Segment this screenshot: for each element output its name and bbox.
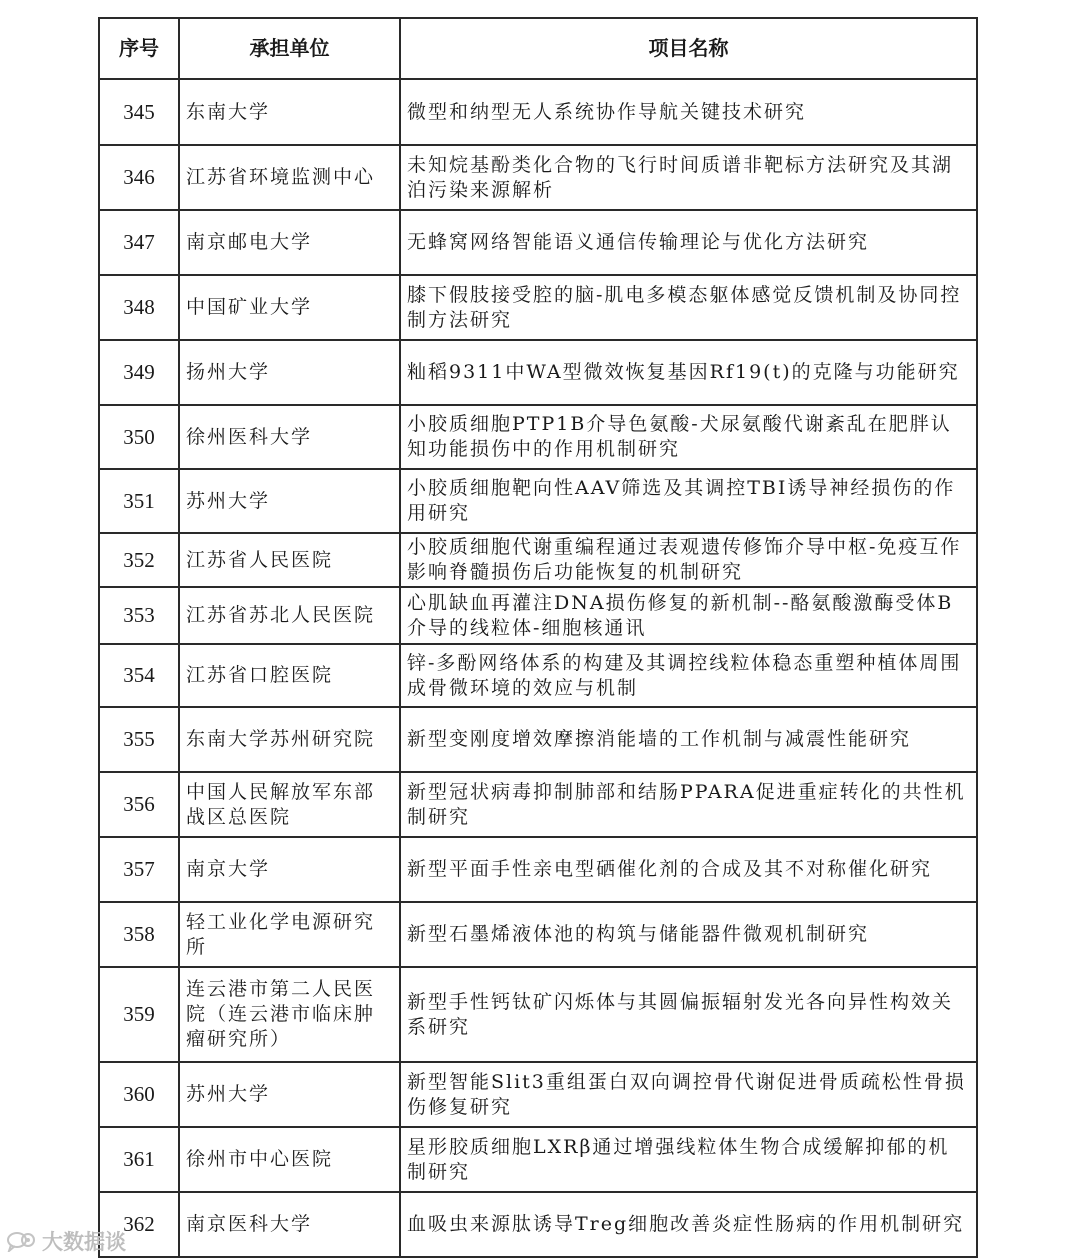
table-row [99,340,977,405]
row-unit: 徐州医科大学 [179,405,400,469]
row-serial: 348 [99,275,179,340]
table-row [99,967,977,1062]
row-unit: 南京大学 [179,837,400,902]
row-unit: 苏州大学 [179,1062,400,1127]
project-table [98,17,978,1258]
row-serial: 349 [99,340,179,405]
row-project: 锌-多酚网络体系的构建及其调控线粒体稳态重塑种植体周围成骨微环境的效应与机制 [400,644,977,707]
header-serial: 序号 [99,18,179,79]
row-unit: 中国人民解放军东部战区总医院 [179,772,400,837]
row-serial: 360 [99,1062,179,1127]
row-serial: 361 [99,1127,179,1192]
row-unit: 江苏省苏北人民医院 [179,587,400,644]
row-project: 新型手性钙钛矿闪烁体与其圆偏振辐射发光各向异性构效关系研究 [400,967,977,1062]
row-serial: 345 [99,79,179,145]
table-header-row [99,18,977,79]
row-serial: 358 [99,902,179,967]
row-unit: 扬州大学 [179,340,400,405]
row-serial: 350 [99,405,179,469]
watermark-text: 大数据谈 [42,1230,126,1254]
row-unit: 南京医科大学 [179,1192,400,1257]
row-unit: 江苏省人民医院 [179,533,400,587]
row-project: 新型冠状病毒抑制肺部和结肠PPARA促进重症转化的共性机制研究 [400,772,977,837]
row-project: 新型智能Slit3重组蛋白双向调控骨代谢促进骨质疏松性骨损伤修复研究 [400,1062,977,1127]
table-row [99,145,977,210]
table-row [99,79,977,145]
table-row [99,1062,977,1127]
row-project: 新型变刚度增效摩擦消能墙的工作机制与减震性能研究 [400,707,977,772]
row-project: 微型和纳型无人系统协作导航关键技术研究 [400,79,977,145]
row-project: 小胶质细胞PTP1B介导色氨酸-犬尿氨酸代谢紊乱在肥胖认知功能损伤中的作用机制研究 [400,405,977,469]
table-row [99,587,977,644]
row-serial: 357 [99,837,179,902]
row-project: 膝下假肢接受腔的脑-肌电多模态躯体感觉反馈机制及协同控制方法研究 [400,275,977,340]
row-unit: 中国矿业大学 [179,275,400,340]
header-project: 项目名称 [400,18,977,79]
row-project: 未知烷基酚类化合物的飞行时间质谱非靶标方法研究及其湖泊污染来源解析 [400,145,977,210]
watermark [6,1226,126,1256]
row-unit: 轻工业化学电源研究所 [179,902,400,967]
row-project: 新型平面手性亲电型硒催化剂的合成及其不对称催化研究 [400,837,977,902]
row-serial: 362 [99,1192,179,1257]
row-unit: 江苏省环境监测中心 [179,145,400,210]
table-row [99,707,977,772]
table-row [99,210,977,275]
row-serial: 346 [99,145,179,210]
row-project: 星形胶质细胞LXRβ通过增强线粒体生物合成缓解抑郁的机制研究 [400,1127,977,1192]
row-serial: 356 [99,772,179,837]
table-row [99,1127,977,1192]
table-row [99,837,977,902]
row-unit: 南京邮电大学 [179,210,400,275]
row-serial: 354 [99,644,179,707]
row-serial: 347 [99,210,179,275]
row-unit: 连云港市第二人民医院（连云港市临床肿瘤研究所） [179,967,400,1062]
row-serial: 351 [99,469,179,533]
row-project: 心肌缺血再灌注DNA损伤修复的新机制--酪氨酸激酶受体B介导的线粒体-细胞核通讯 [400,587,977,644]
row-unit: 东南大学 [179,79,400,145]
table-row [99,405,977,469]
table-row [99,1192,977,1257]
row-serial: 352 [99,533,179,587]
row-project: 小胶质细胞代谢重编程通过表观遗传修饰介导中枢-免疫互作影响脊髓损伤后功能恢复的机制研究 [400,533,977,587]
table-row [99,902,977,967]
row-project: 血吸虫来源肽诱导Treg细胞改善炎症性肠病的作用机制研究 [400,1192,977,1257]
row-serial: 353 [99,587,179,644]
table-row [99,772,977,837]
row-unit: 东南大学苏州研究院 [179,707,400,772]
row-project: 新型石墨烯液体池的构筑与储能器件微观机制研究 [400,902,977,967]
row-project: 无蜂窝网络智能语义通信传输理论与优化方法研究 [400,210,977,275]
table-row [99,533,977,587]
table-row [99,644,977,707]
row-project: 小胶质细胞靶向性AAV筛选及其调控TBI诱导神经损伤的作用研究 [400,469,977,533]
table-row [99,275,977,340]
table-row [99,469,977,533]
row-unit: 徐州市中心医院 [179,1127,400,1192]
row-serial: 359 [99,967,179,1062]
row-unit: 江苏省口腔医院 [179,644,400,707]
row-project: 籼稻9311中WA型微效恢复基因Rf19(t)的克隆与功能研究 [400,340,977,405]
chat-bubble-logo-icon [6,1230,36,1252]
row-serial: 355 [99,707,179,772]
header-unit: 承担单位 [179,18,400,79]
row-unit: 苏州大学 [179,469,400,533]
